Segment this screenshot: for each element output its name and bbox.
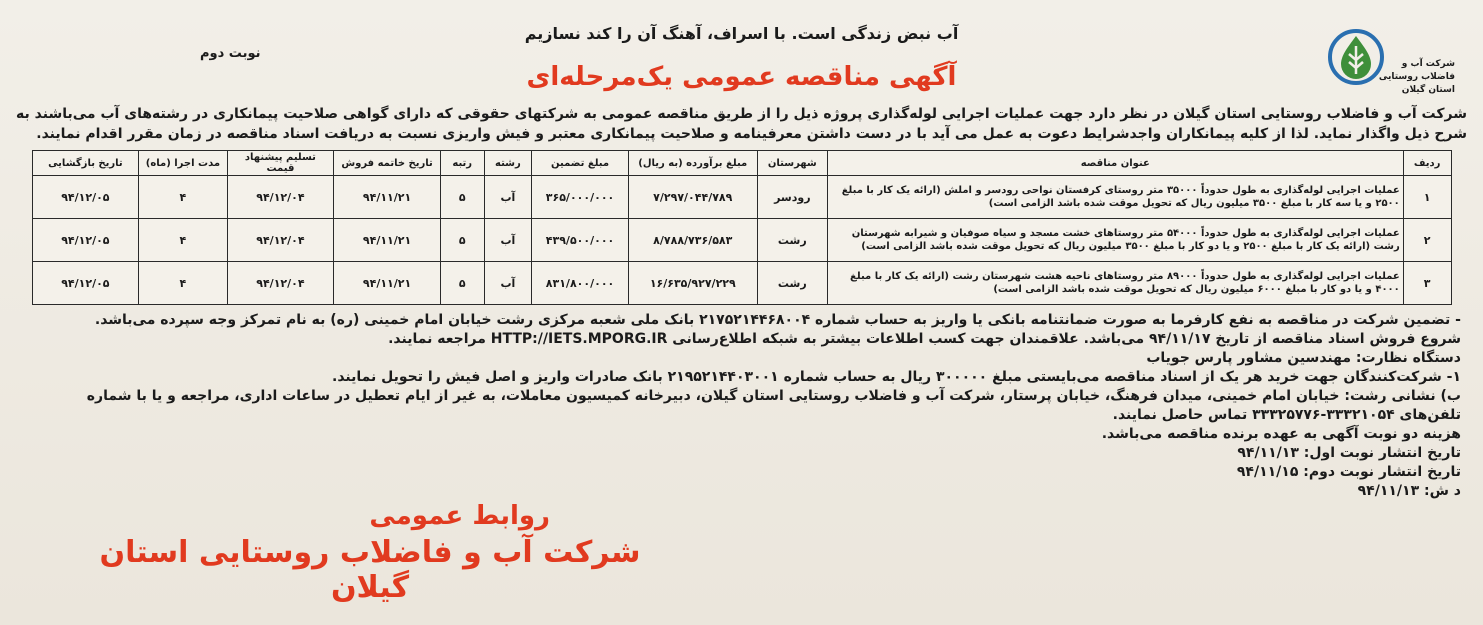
col-guarantee: مبلغ تضمین [532, 151, 628, 176]
table-header-row [32, 151, 1451, 176]
cell-proposal: ۹۴/۱۲/۰۴ [227, 262, 334, 305]
cell-field: آب [484, 262, 532, 305]
cell-title: عملیات اجرایی لوله‌گذاری به طول حدوداً ۸۹۰۰۰ متر روستاهای ناحیه هشت شهرستان رشت (ارائه یک کار با مبلغ ۴۰۰۰ و یا دو کار با مبلغ ۶۰۰۰ میلیون ریال که تحویل موقت شده باشد الزامی است) [827, 262, 1403, 305]
cell-row: ۱ [1403, 176, 1451, 219]
logo-org-line1: شرکت آب و فاضلاب روستایی [1378, 59, 1455, 82]
col-estimate: مبلغ برآورده (به ریال) [628, 151, 757, 176]
cell-field: آب [484, 176, 532, 219]
cell-sale-end: ۹۴/۱۱/۲۱ [334, 219, 441, 262]
table-row [32, 176, 1451, 219]
cell-city: رشت [757, 219, 827, 262]
cell-rank: ۵ [440, 219, 484, 262]
intro-paragraph: شرکت آب و فاضلاب روستایی استان گیلان در نظر دارد جهت عملیات اجرایی لوله‌گذاری پروژه ذیل را از طریق مناقصه عمومی به شرکتهای حقوقی که دارای گواهی صلاحیت پیمانکاری در رشته‌های آب می‌باشند به شرح ذیل واگذار نماید. لذا از کلیه پیمانکاران واجدشرایط دعوت به عمل می آید با در دست داشتن معرفینامه و صلاحیت پیمانکاری معتبر و فیش واریزی نسبت به دریافت اسناد مناقصه در زمان مقرر اقدام نمایند. [16, 106, 1467, 142]
table-row [32, 262, 1451, 305]
logo-org-line2: استان گیلان [1401, 85, 1455, 95]
note-cost: هزینه دو نوبت آگهی به عهده برنده مناقصه می‌باشد. [1101, 426, 1461, 442]
col-title: عنوان مناقصه [827, 151, 1403, 176]
cell-estimate: ۸/۷۸۸/۷۳۶/۵۸۳ [628, 219, 757, 262]
tender-table [32, 150, 1452, 305]
cell-duration: ۴ [139, 176, 227, 219]
ad-header [12, 6, 1471, 102]
col-sale-end: تاریخ خاتمه فروش [334, 151, 441, 176]
table-row [32, 219, 1451, 262]
col-row: ردیف [1403, 151, 1451, 176]
cell-opening: ۹۴/۱۲/۰۵ [32, 262, 139, 305]
page-title: آگهی مناقصه عمومی یک‌مرحله‌ای [526, 62, 957, 92]
cell-opening: ۹۴/۱۲/۰۵ [32, 219, 139, 262]
cell-proposal: ۹۴/۱۲/۰۴ [227, 219, 334, 262]
slogan: آب نبض زندگی است. با اسراف، آهنگ آن را کند نسازیم [524, 24, 959, 43]
cell-guarantee: ۳۶۵/۰۰۰/۰۰۰ [532, 176, 628, 219]
col-field: رشته [484, 151, 532, 176]
note-address: ب) نشانی رشت: خیابان امام خمینی، میدان فرهنگ، خیابان پرستار، شرکت آب و فاضلاب روستایی استان گیلان، دبیرخانه کمیسیون معاملات، به غیر از ایام تعطیل در ساعات اداری، مراجعه و یا با شماره تلفن‌های ۳۳۳۲۱۰۵۴-۳۳۳۲۵۷۷۶ تماس حاصل نمایند. [86, 388, 1461, 423]
note-supervisor: دستگاه نظارت: مهندسین مشاور پارس جویاب [1146, 350, 1461, 366]
cell-rank: ۵ [440, 176, 484, 219]
note-guarantee: - تضمین شرکت در مناقصه به نفع کارفرما به صورت ضمانتنامه بانکی یا واریز به حساب شماره ۲۱۷۵۲۱۴۴۶۸۰۰۴ بانک ملی شعبه مرکزی رشت خیابان امام خمینی (ره) به نام تمرکز وجه سپرده می‌باشد. [94, 312, 1461, 328]
col-opening: تاریخ بازگشایی [32, 151, 139, 176]
cell-sale-end: ۹۴/۱۱/۲۱ [334, 262, 441, 305]
round-label: نوبت دوم [200, 46, 261, 61]
cell-estimate: ۷/۲۹۷/۰۴۴/۷۸۹ [628, 176, 757, 219]
cell-rank: ۵ [440, 262, 484, 305]
footer-org-name: شرکت آب و فاضلاب روستایی استان گیلان [99, 535, 641, 605]
cell-sale-end: ۹۴/۱۱/۲۱ [334, 176, 441, 219]
cell-title: عملیات اجرایی لوله‌گذاری به طول حدوداً ۵۴۰۰۰ متر روستاهای خشت مسجد و سیاه صوفیان و شیرابه شهرستان رشت (ارائه یک کار با مبلغ ۲۵۰۰ و یا دو کار با مبلغ ۳۵۰۰ میلیون ریال که تحویل موقت شده باشد الزامی است) [827, 219, 1403, 262]
note-second-publish: تاریخ انتشار نوبت دوم: ۹۴/۱۱/۱۵ [1236, 464, 1461, 480]
cell-estimate: ۱۶/۶۳۵/۹۲۷/۲۲۹ [628, 262, 757, 305]
cell-field: آب [484, 219, 532, 262]
note-ref: د ش: ۹۴/۱۱/۱۳ [1357, 483, 1461, 499]
footer-public-relations: روابط عمومی [369, 501, 550, 531]
cell-proposal: ۹۴/۱۲/۰۴ [227, 176, 334, 219]
cell-guarantee: ۸۳۱/۸۰۰/۰۰۰ [532, 262, 628, 305]
col-rank: رتبه [440, 151, 484, 176]
cell-row: ۳ [1403, 262, 1451, 305]
cell-duration: ۴ [139, 262, 227, 305]
col-proposal: تسلیم پیشنهاد قیمت [227, 151, 334, 176]
cell-city: رودسر [757, 176, 827, 219]
cell-duration: ۴ [139, 219, 227, 262]
note-first-publish: تاریخ انتشار نوبت اول: ۹۴/۱۱/۱۳ [1237, 445, 1461, 461]
note-purchase: ۱- شرکت‌کنندگان جهت خرید هر یک از اسناد مناقصه می‌بایستی مبلغ ۳۰۰۰۰۰ ریال به حساب شماره ۲۱۹۵۲۱۴۴۰۳۰۰۱ بانک صادرات واریز و اصل فیش را تحویل نمایند. [332, 369, 1461, 385]
notes-block [22, 311, 1461, 501]
cell-title: عملیات اجرایی لوله‌گذاری به طول حدوداً ۳۵۰۰۰ متر روستای کرفستان نواحی رودسر و املش (ارائه یک کار با مبلغ ۲۵۰۰ و یا سه کار با مبلغ ۳۵۰۰ میلیون ریال که تحویل موقت شده باشد الزامی است) [827, 176, 1403, 219]
note-sale-start: شروع فروش اسناد مناقصه از تاریخ ۹۴/۱۱/۱۷ می‌باشد. علاقمندان جهت کسب اطلاعات بیشتر به شبکه اطلاع‌رسانی HTTP://IETS.MPORG.IR مراجعه نمایند. [388, 331, 1461, 347]
col-duration: مدت اجرا (ماه) [139, 151, 227, 176]
footer-signature [60, 501, 680, 605]
cell-city: رشت [757, 262, 827, 305]
col-city: شهرستان [757, 151, 827, 176]
cell-row: ۲ [1403, 219, 1451, 262]
cell-guarantee: ۴۳۹/۵۰۰/۰۰۰ [532, 219, 628, 262]
cell-opening: ۹۴/۱۲/۰۵ [32, 176, 139, 219]
